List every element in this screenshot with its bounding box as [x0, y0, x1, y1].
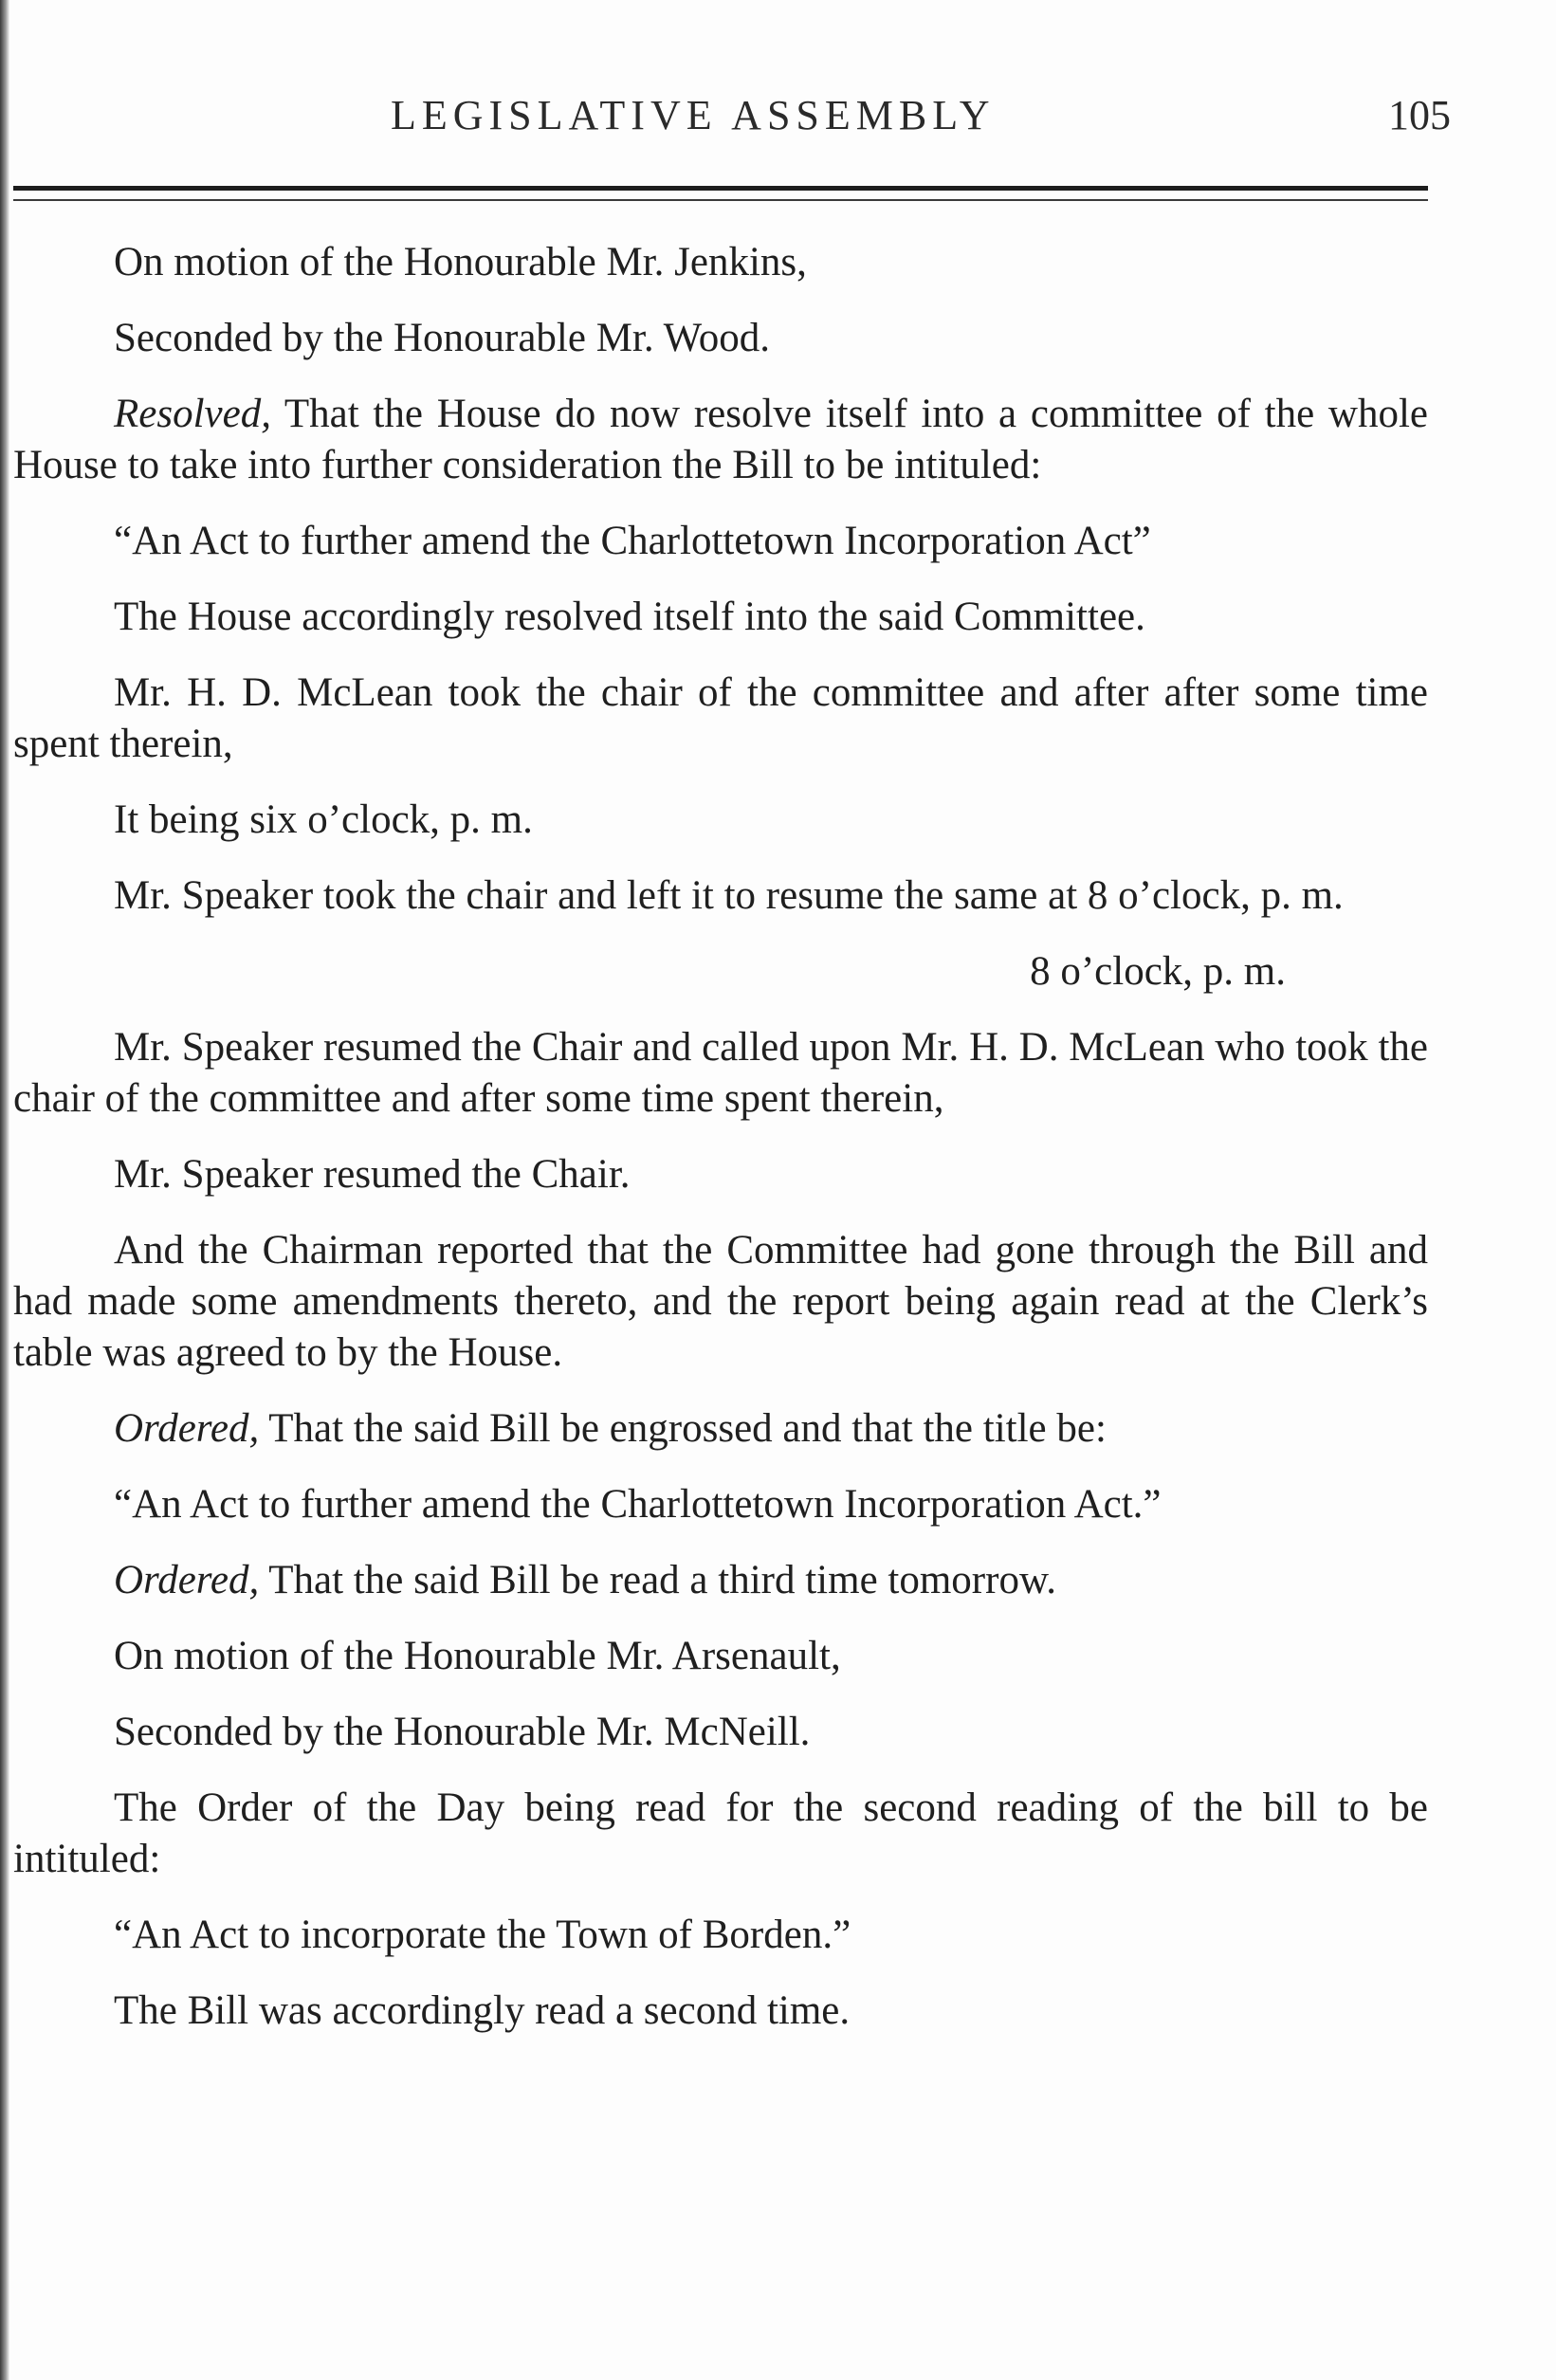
- paragraph-ordered-engrossed: Ordered, That the said Bill be engrossed and that the title be:: [114, 1406, 1107, 1451]
- paragraph-house-resolved: The House accordingly resolved itself into the said Committee.: [114, 595, 1145, 639]
- paragraph-lead: Resolved,: [114, 392, 271, 436]
- paragraph-ordered-third-reading: Ordered, That the said Bill be read a third time tomorrow.: [114, 1558, 1056, 1602]
- paragraph-bill-title-1: “An Act to further amend the Charlottetown Incorporation Act”: [114, 519, 1151, 563]
- paragraph-speaker-resumed-called: Mr. Speaker resumed the Chair and called upon Mr. H. D. McLean who took the chair of the committee and after some time spent therein,: [13, 1025, 1428, 1121]
- paragraph-bill-title-2: “An Act to further amend the Charlottetown Incorporation Act.”: [114, 1482, 1162, 1527]
- running-head: LEGISLATIVE ASSEMBLY: [391, 92, 996, 138]
- header-rule-thin: [13, 199, 1428, 201]
- paragraph-order-of-day: The Order of the Day being read for the second reading of the bill to be intituled:: [13, 1785, 1428, 1881]
- paragraph-chairman-report: And the Chairman reported that the Committee had gone through the Bill and had made some amendments thereto, and the report being again read at the Clerk’s table was agreed to by the House.: [13, 1228, 1428, 1375]
- page-header: [379, 91, 1451, 148]
- paragraph-resolved: Resolved, That the House do now resolve itself into a committee of the whole House to take into further consideration the Bill to be intituled:: [13, 392, 1428, 487]
- paragraph-lead: Ordered,: [114, 1558, 260, 1602]
- page-number: 105: [1388, 92, 1451, 138]
- paragraph-second-reading: The Bill was accordingly read a second time.: [114, 1988, 851, 2033]
- paragraph-seconded-wood: Seconded by the Honourable Mr. Wood.: [114, 316, 770, 360]
- paragraph-bill-title-borden: “An Act to incorporate the Town of Borden.”: [114, 1913, 851, 1957]
- paragraph-time-stamp: 8 o’clock, p. m.: [1030, 949, 1286, 994]
- paragraph-motion-arsenault: On motion of the Honourable Mr. Arsenault,: [114, 1634, 841, 1678]
- paragraph-six-oclock: It being six o’clock, p. m.: [114, 797, 533, 842]
- body-text: [13, 237, 1428, 2061]
- paragraph-seconded-mcneill: Seconded by the Honourable Mr. McNeill.: [114, 1710, 811, 1754]
- paragraph-mclean-chair: Mr. H. D. McLean took the chair of the committee and after after some time spent therein,: [13, 670, 1428, 766]
- paragraph-motion-jenkins: On motion of the Honourable Mr. Jenkins,: [114, 240, 807, 284]
- paragraph-lead: Ordered,: [114, 1406, 260, 1451]
- header-rule-thick: [13, 186, 1428, 191]
- page-binding-edge: [0, 0, 9, 2380]
- paragraph-speaker-resumed: Mr. Speaker resumed the Chair.: [114, 1152, 631, 1197]
- paragraph-speaker-left: Mr. Speaker took the chair and left it to resume the same at 8 o’clock, p. m.: [114, 873, 1344, 918]
